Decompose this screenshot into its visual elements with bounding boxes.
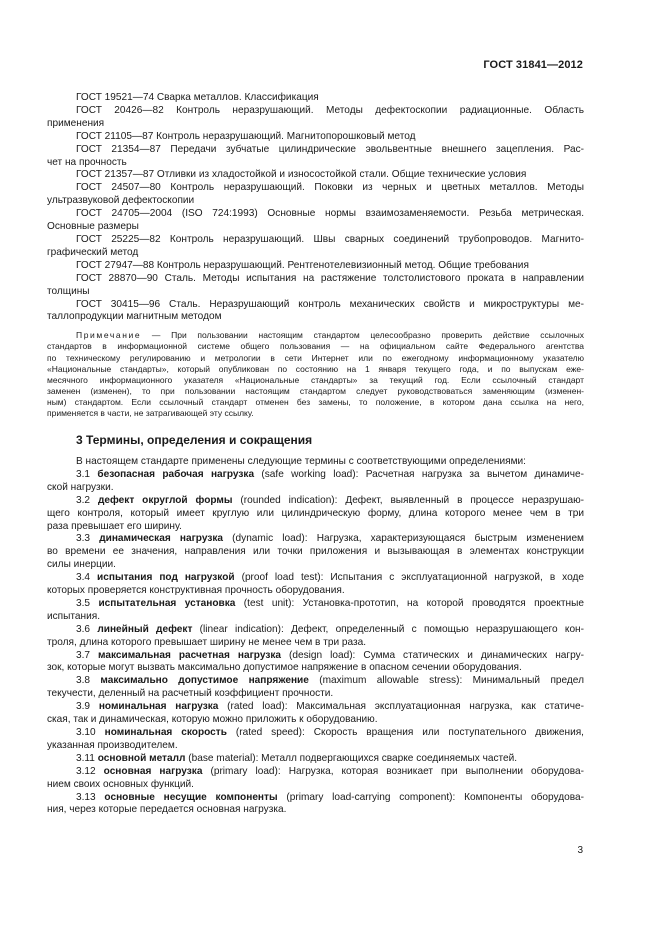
text-line: ГОСТ 21105—87 Контроль неразрушающий. Магнитопорошковый метод — [76, 130, 416, 142]
term-line: щего контроля, который имеет круглую или цилиндрическую форму, длина которого менее чем в три — [47, 507, 584, 519]
reference-item — [47, 144, 584, 170]
section-title: 3 Термины, определения и сокращения — [76, 433, 313, 448]
term-first-line — [47, 766, 584, 779]
text-line: ГОСТ 25225—82 Контроль неразрушающий. Швы сварных соединений трубопроводов. Магнито- — [76, 233, 584, 245]
term-line: которых проверяется конструктивная прочность оборудования. — [47, 585, 345, 597]
term-item — [47, 598, 584, 624]
term-first-line — [47, 650, 584, 663]
term-definition: (rounded indication): Дефект, выявленный в процессе неразрушаю- — [240, 494, 585, 506]
term-definition: (dynamic load): Нагрузка, характеризующаяся быстрым изменением — [232, 533, 584, 545]
term-name: линейный дефект — [97, 623, 193, 635]
term-number: 3.7 — [76, 649, 91, 661]
term-number: 3.12 — [76, 765, 96, 777]
term-name: номинальная нагрузка — [98, 701, 219, 713]
term-line: нием своих основных функций. — [47, 778, 194, 790]
term-name: номинальная скорость — [104, 727, 227, 738]
term-definition: (maximum allowable stress): Минимальный предел — [319, 675, 584, 687]
reference-item — [47, 260, 584, 273]
term-number: 3.3 — [76, 533, 91, 545]
reference-item — [47, 234, 584, 260]
term-first-line — [47, 701, 584, 714]
term-name: динамическая нагрузка — [99, 533, 223, 545]
term-number: 3.5 — [76, 597, 91, 609]
term-item — [47, 624, 584, 650]
term-number: 3.13 — [76, 791, 96, 803]
term-number: 3.2 — [76, 494, 91, 506]
text-line: графический метод — [47, 246, 139, 258]
term-item — [47, 766, 584, 792]
term-first-line — [47, 495, 584, 508]
term-first-line — [47, 727, 584, 740]
term-line: во времени ее значения, направления или точки приложения и вызывающая в элементах конструкции — [47, 546, 584, 558]
text-line: ГОСТ 27947—88 Контроль неразрушающий. Рентгенотелевизионный метод. Общие требования — [76, 259, 529, 271]
text-line: ГОСТ 21357—87 Отливки из хладостойкой и износостойкой стали. Общие технические условия — [76, 169, 527, 181]
term-line: раза превышает его ширину. — [47, 520, 182, 532]
reference-item — [47, 169, 584, 182]
term-definition: (linear indication): Дефект, определенный с помощью неразрушающего кон- — [199, 623, 584, 635]
term-line: ской нагрузки. — [47, 481, 114, 493]
term-number: 3.9 — [76, 701, 91, 713]
text-line: таллопродукции магнитным методом — [47, 311, 222, 323]
term-first-line — [47, 792, 584, 805]
term-line: указанная производителем. — [47, 739, 178, 751]
term-definition: (design load): Сумма статических и динамических нагру- — [289, 649, 584, 661]
term-definition: (safe working load): Расчетная нагрузка за вычетом динамиче- — [261, 468, 585, 480]
term-item — [47, 675, 584, 701]
note-line — [47, 330, 584, 341]
term-line: троля, длина которого превышает ширину не менее чем в три раза. — [47, 636, 367, 648]
text-line: чет на прочность — [47, 156, 127, 168]
page-number: 3 — [577, 845, 583, 856]
text-line: ГОСТ 19521—74 Сварка металлов. Классификация — [76, 92, 319, 103]
term-first-line — [47, 469, 584, 482]
reference-item — [47, 92, 584, 105]
text-line: ГОСТ 20426—82 Контроль неразрушающий. Методы дефектоскопии радиационные. Область — [76, 104, 584, 116]
term-definition: (test unit): Установка-прототип, на которой проводятся проектные — [243, 597, 584, 609]
term-item — [47, 753, 584, 766]
term-first-line — [47, 598, 584, 611]
note-line: месячного информационного указателя «Национальные стандарты» за текущий год. Если ссылочный стандарт — [47, 374, 584, 385]
text-line: Основные размеры — [47, 221, 139, 233]
note-line: стандартов в информационной системе общего пользования — на официальном сайте Федерального агентства — [47, 341, 584, 352]
text-line: ГОСТ 24507—80 Контроль неразрушающий. Поковки из черных и цветных металлов. Методы — [76, 182, 584, 194]
note-line: заменен (изменен), то при пользовании настоящим стандартом следует руководствоваться заменяющим (изменен- — [47, 385, 584, 396]
term-first-line — [47, 675, 584, 688]
term-first-line — [47, 624, 584, 637]
term-name: основные несущие компоненты — [104, 791, 278, 803]
text-line: ГОСТ 21354—87 Передачи зубчатые цилиндрические эвольвентные внешнего зацепления. Рас- — [76, 143, 584, 155]
term-definition: (proof load test): Испытания с эксплуатационной нагрузкой, в ходе — [241, 572, 585, 584]
reference-item — [47, 299, 584, 325]
term-definition: (rated load): Максимальная эксплуатационная нагрузка, как статиче- — [227, 701, 585, 713]
term-number: 3.11 — [76, 752, 95, 764]
term-item — [47, 495, 584, 534]
term-name: максимально допустимое напряжение — [100, 675, 309, 687]
term-definition: (primary load): Нагрузка, которая возникает при выполнении оборудова- — [210, 765, 584, 777]
text-line: толщины — [47, 285, 90, 297]
term-line: силы инерции. — [47, 559, 116, 571]
term-item — [47, 533, 584, 572]
term-definition: (rated speed): Скорость вращения или поступательного движения, — [235, 727, 584, 738]
term-item — [47, 792, 584, 818]
term-first-line — [47, 753, 584, 766]
term-item — [47, 701, 584, 727]
note-line: ным) стандартом. Если ссылочный стандарт отменен без замены, то положение, в котором дана ссылка на него, — [47, 396, 584, 407]
text-line: ГОСТ 24705—2004 (ISO 724:1993) Основные нормы взаимозаменяемости. Резьба метрическая. — [76, 208, 584, 220]
term-number: 3.1 — [76, 468, 91, 480]
text-line: ГОСТ 28870—90 Сталь. Методы испытания на растяжение толстолистового проката в направлении — [76, 272, 584, 284]
term-name: основная нагрузка — [103, 765, 203, 777]
term-number: 3.10 — [76, 727, 96, 738]
term-line: текучести, деленный на расчетный коэффициент прочности. — [47, 688, 334, 700]
section-intro — [47, 456, 584, 469]
text-line: ГОСТ 30415—96 Сталь. Неразрушающий контроль механических свойств и микроструктуры ме- — [76, 298, 584, 310]
document-body — [47, 92, 584, 817]
note-block — [47, 330, 584, 419]
reference-list — [47, 92, 584, 324]
reference-item — [47, 208, 584, 234]
note-text: — При пользовании настоящим стандартом целесообразно проверить действие ссылочных — [141, 330, 584, 341]
term-line: зок, которые могут вызвать максимально допустимое напряжение в опасном сечении оборудования. — [47, 662, 522, 674]
text-line: ультразвуковой дефектоскопии — [47, 195, 195, 207]
text-line: В настоящем стандарте применены следующие термины с соответствующими определениями: — [76, 455, 526, 467]
term-number: 3.8 — [76, 675, 91, 687]
term-item — [47, 727, 584, 753]
term-first-line — [47, 533, 584, 546]
note-line: по техническому регулированию и метрологии в сети Интернет или по ежегодному информационному указателю — [47, 352, 584, 363]
term-name: испытания под нагрузкой — [97, 572, 235, 584]
note-line: применяется в части, не затрагивающей эту ссылку. — [47, 407, 254, 418]
term-number: 3.4 — [76, 572, 91, 584]
note-label: Примечание — [76, 330, 142, 341]
term-name: дефект округлой формы — [97, 494, 233, 506]
term-definition: (primary load-carrying component): Компоненты оборудова- — [286, 791, 584, 803]
reference-item — [47, 182, 584, 208]
term-line: ская, так и динамическая, которую можно приложить к оборудованию. — [47, 714, 378, 726]
term-name: испытательная установка — [98, 597, 236, 609]
reference-item — [47, 105, 584, 131]
term-definition: (base material): Металл подвергающихся сварке соединяемых частей. — [188, 752, 518, 764]
term-name: безопасная рабочая нагрузка — [97, 468, 255, 480]
page-header: ГОСТ 31841—2012 — [483, 59, 583, 71]
term-line: ния, через которые передается основная нагрузка. — [47, 804, 287, 816]
terms-list — [47, 469, 584, 817]
term-item — [47, 650, 584, 676]
reference-item — [47, 273, 584, 299]
term-item — [47, 469, 584, 495]
term-name: максимальная расчетная нагрузка — [98, 649, 282, 661]
reference-item — [47, 131, 584, 144]
term-first-line — [47, 572, 584, 585]
term-item — [47, 572, 584, 598]
text-line: применения — [47, 117, 105, 129]
term-line: испытания. — [47, 610, 101, 622]
note-line: «Национальные стандарты», который опубликован по состоянию на 1 января текущего года, и по выпускам еже- — [47, 363, 584, 374]
term-name: основной металл — [97, 752, 186, 764]
term-number: 3.6 — [76, 623, 91, 635]
